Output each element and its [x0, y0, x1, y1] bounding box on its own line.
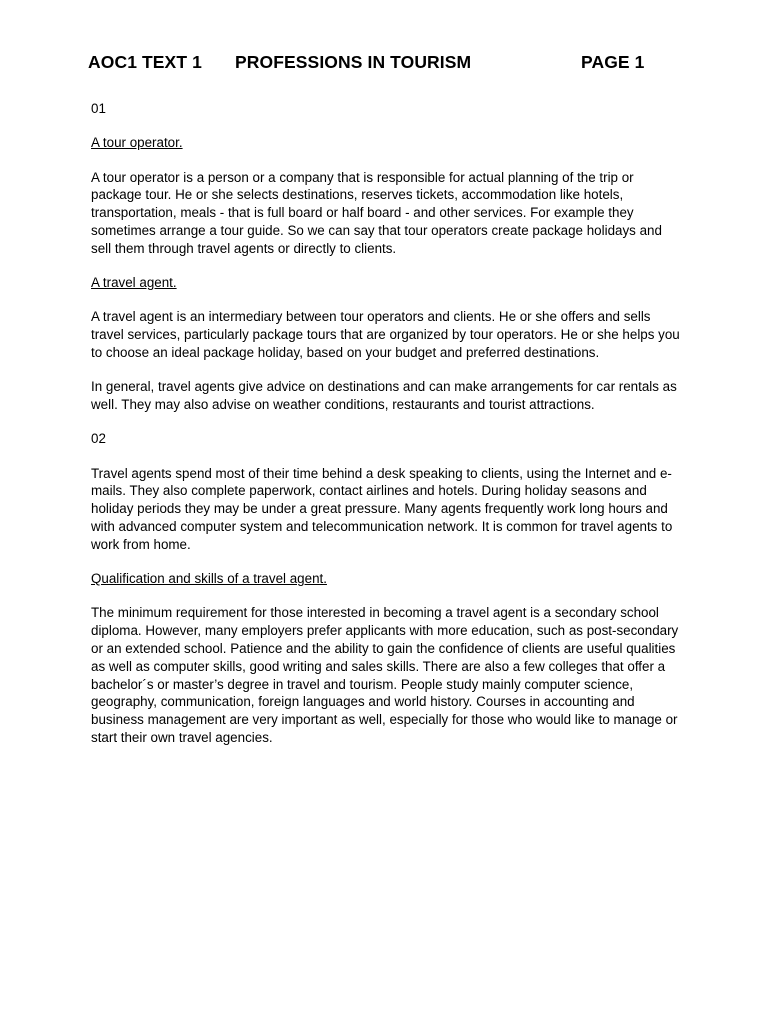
document-body — [91, 100, 681, 763]
tour-operator-paragraph: A tour operator is a person or a company that is responsible for actual planning of the trip or package tour. He or she selects destinations, reserves tickets, accommodation like hotels, transportation, meals - that is full board or half board - and other services. For example they sometimes arrange a tour guide. So we can say that tour operators create package holidays and sell them through travel agents or directly to clients. — [91, 169, 662, 256]
travel-agent-paragraph-2: In general, travel agents give advice on destinations and can make arrangements for car rentals as well. They may also advise on weather conditions, restaurants and tourist attractions. — [91, 379, 677, 413]
header-page-number: PAGE 1 — [581, 52, 645, 72]
travel-agent-paragraph-1: A travel agent is an intermediary between tour operators and clients. He or she offers and sells travel services, particularly package tours that are organized by tour operators. He or she helps you to choose an ideal package holiday, based on your budget and preferred destinations. — [91, 309, 680, 360]
header-title: PROFESSIONS IN TOURISM — [235, 52, 472, 72]
section-number-01: 01 — [91, 101, 106, 116]
tour-operator-heading: A tour operator. — [91, 135, 183, 151]
travel-agent-paragraph-3: Travel agents spend most of their time behind a desk speaking to clients, using the Internet and e-mails. They also complete paperwork, contact airlines and hotels. During holiday seasons and holiday periods they may be under a great pressure. Many agents frequently work long hours and with advanced computer system and telecommunication network. It is common for travel agents to work from home. — [91, 465, 673, 552]
travel-agent-heading: A travel agent. — [91, 275, 177, 291]
page-header — [88, 52, 688, 76]
header-code: AOC1 TEXT 1 — [88, 52, 202, 72]
section-number-02: 02 — [91, 431, 106, 447]
qualification-heading: Qualification and skills of a travel agent. — [91, 571, 327, 587]
qualification-paragraph: The minimum requirement for those interested in becoming a travel agent is a secondary school diploma. However, many employers prefer applicants with more education, such as post-secondary or an extended school. Patience and the ability to gain the confidence of clients are useful qualities as well as computer skills, good writing and sales skills. There are also a few colleges that offer a bachelor´s or master’s degree in travel and tourism. People study mainly computer science, geography, communication, foreign languages and world history. Courses in accounting and business management are very important as well, especially for those who would like to manage or start their own travel agencies. — [91, 605, 679, 746]
